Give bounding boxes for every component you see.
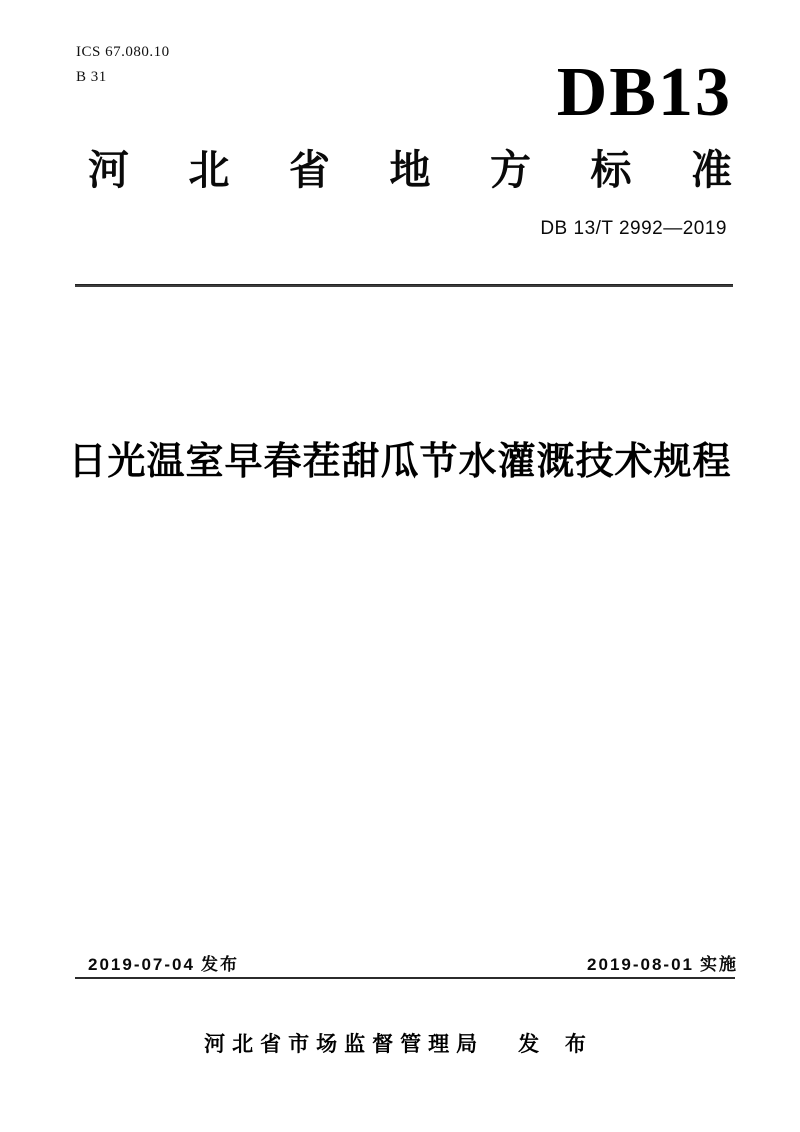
header-divider-line [75,284,733,287]
document-title: 日光温室早春茬甜瓜节水灌溉技术规程 [68,441,732,483]
standard-type-char: 地 [389,147,431,193]
implement-date: 2019-08-01 [587,955,694,974]
ics-classification [76,40,170,90]
issue-date: 2019-07-04 [88,955,195,974]
publisher-row [0,1028,800,1058]
standard-type-char: 北 [188,147,230,193]
issue-date-block [88,950,239,975]
standard-number: DB 13/T 2992—2019 [540,218,727,239]
implement-label: 实施 [700,955,738,974]
standard-type-char: 方 [490,147,531,193]
standard-type-char: 准 [691,147,732,193]
standard-type-title [88,146,732,195]
standard-type-char: 河 [88,147,129,193]
date-row [88,950,738,975]
category-code: B 31 [76,68,107,85]
footer-divider-line [75,977,735,979]
ics-code: ICS 67.080.10 [76,44,170,60]
implement-date-block [587,950,738,975]
publisher-name: 河北省市场监督管理局 [204,1033,485,1056]
db13-logo: DB13 [556,54,732,131]
publish-label: 发 布 [518,1033,596,1056]
standard-type-char: 省 [289,147,330,193]
standard-type-char: 标 [590,147,632,193]
issue-label: 发布 [200,955,239,974]
